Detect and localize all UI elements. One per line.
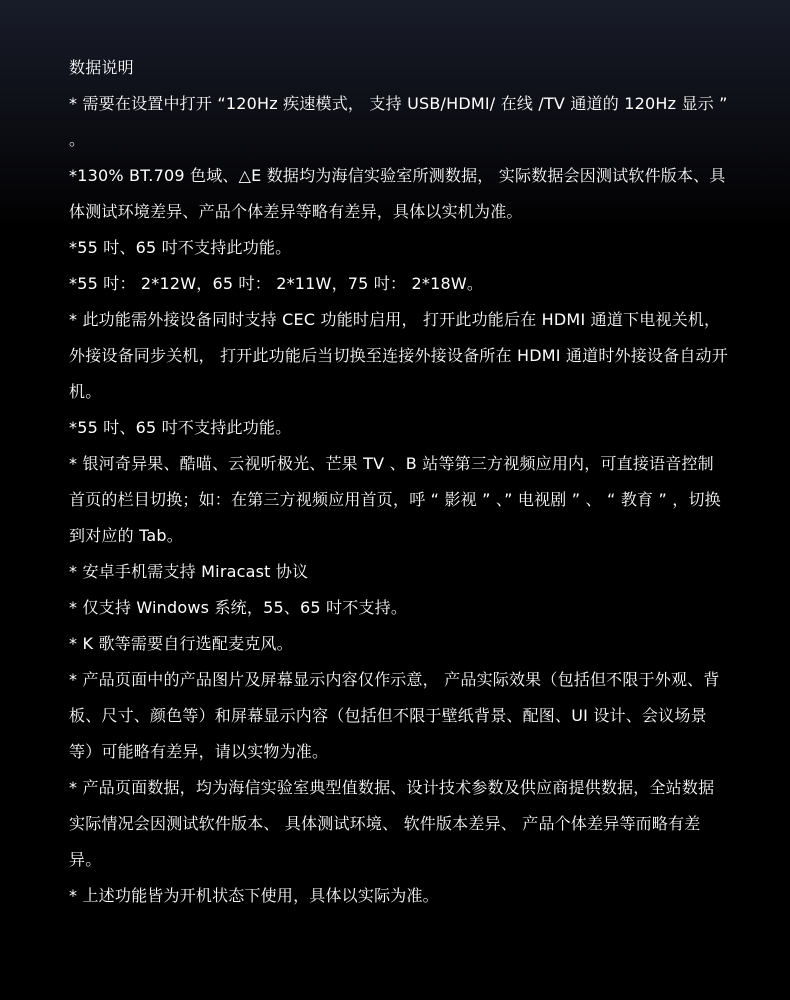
note-karaoke: * K 歌等需要自行选配麦克风。 (69, 634, 293, 653)
note-windows: * 仅支持 Windows 系统，55、65 吋不支持。 (69, 598, 408, 617)
note-miracast: * 安卓手机需支持 Miracast 协议 (69, 562, 309, 581)
note-cec: * 此功能需外接设备同时支持 CEC 功能时启用， 打开此功能后在 HDMI 通道下电视关机， 外接设备同步关机， 打开此功能后当切换至连接外接设备所在 HDMI 通道时外接设备自动开机。 (69, 310, 728, 401)
note-size-unsupported-2: *55 吋、65 吋不支持此功能。 (69, 418, 292, 437)
note-power-on: * 上述功能皆为开机状态下使用，具体以实际为准。 (69, 886, 439, 905)
note-120hz: * 需要在设置中打开 “120Hz 疾速模式， 支持 USB/HDMI/ 在线 /TV 通道的 120Hz 显示 ” 。 (69, 94, 728, 149)
note-color-gamut: *130% BT.709 色域、△E 数据均为海信实验室所测数据， 实际数据会因测试软件版本、具体测试环境差异、产品个体差异等略有差异，具体以实机为准。 (69, 166, 726, 221)
note-speaker-power: *55 吋： 2*12W，65 吋： 2*11W，75 吋： 2*18W。 (69, 274, 484, 293)
note-page-data: * 产品页面数据，均为海信实验室典型值数据、设计技术参数及供应商提供数据，全站数据实际情况会因测试软件版本、 具体测试环境、 软件版本差异、 产品个体差异等而略有差异。 (69, 778, 715, 869)
note-product-images: * 产品页面中的产品图片及屏幕显示内容仅作示意， 产品实际效果（包括但不限于外观、背板、尺寸、颜色等）和屏幕显示内容（包括但不限于壁纸背景、配图、UI 设计、会议场景等）可能略有差异，请以实物为准。 (69, 670, 720, 761)
note-size-unsupported-1: *55 吋、65 吋不支持此功能。 (69, 238, 292, 257)
note-voice-control: * 银河奇异果、酷喵、云视听极光、芒果 TV 、B 站等第三方视频应用内，可直接语音控制首页的栏目切换；如：在第三方视频应用首页，呼 “ 影视 ” 、” 电视剧 ” 、 “ 教育 ” ，切换到对应的 Tab。 (69, 454, 721, 545)
data-notes-section (69, 50, 729, 914)
section-title: 数据说明 (69, 58, 134, 77)
